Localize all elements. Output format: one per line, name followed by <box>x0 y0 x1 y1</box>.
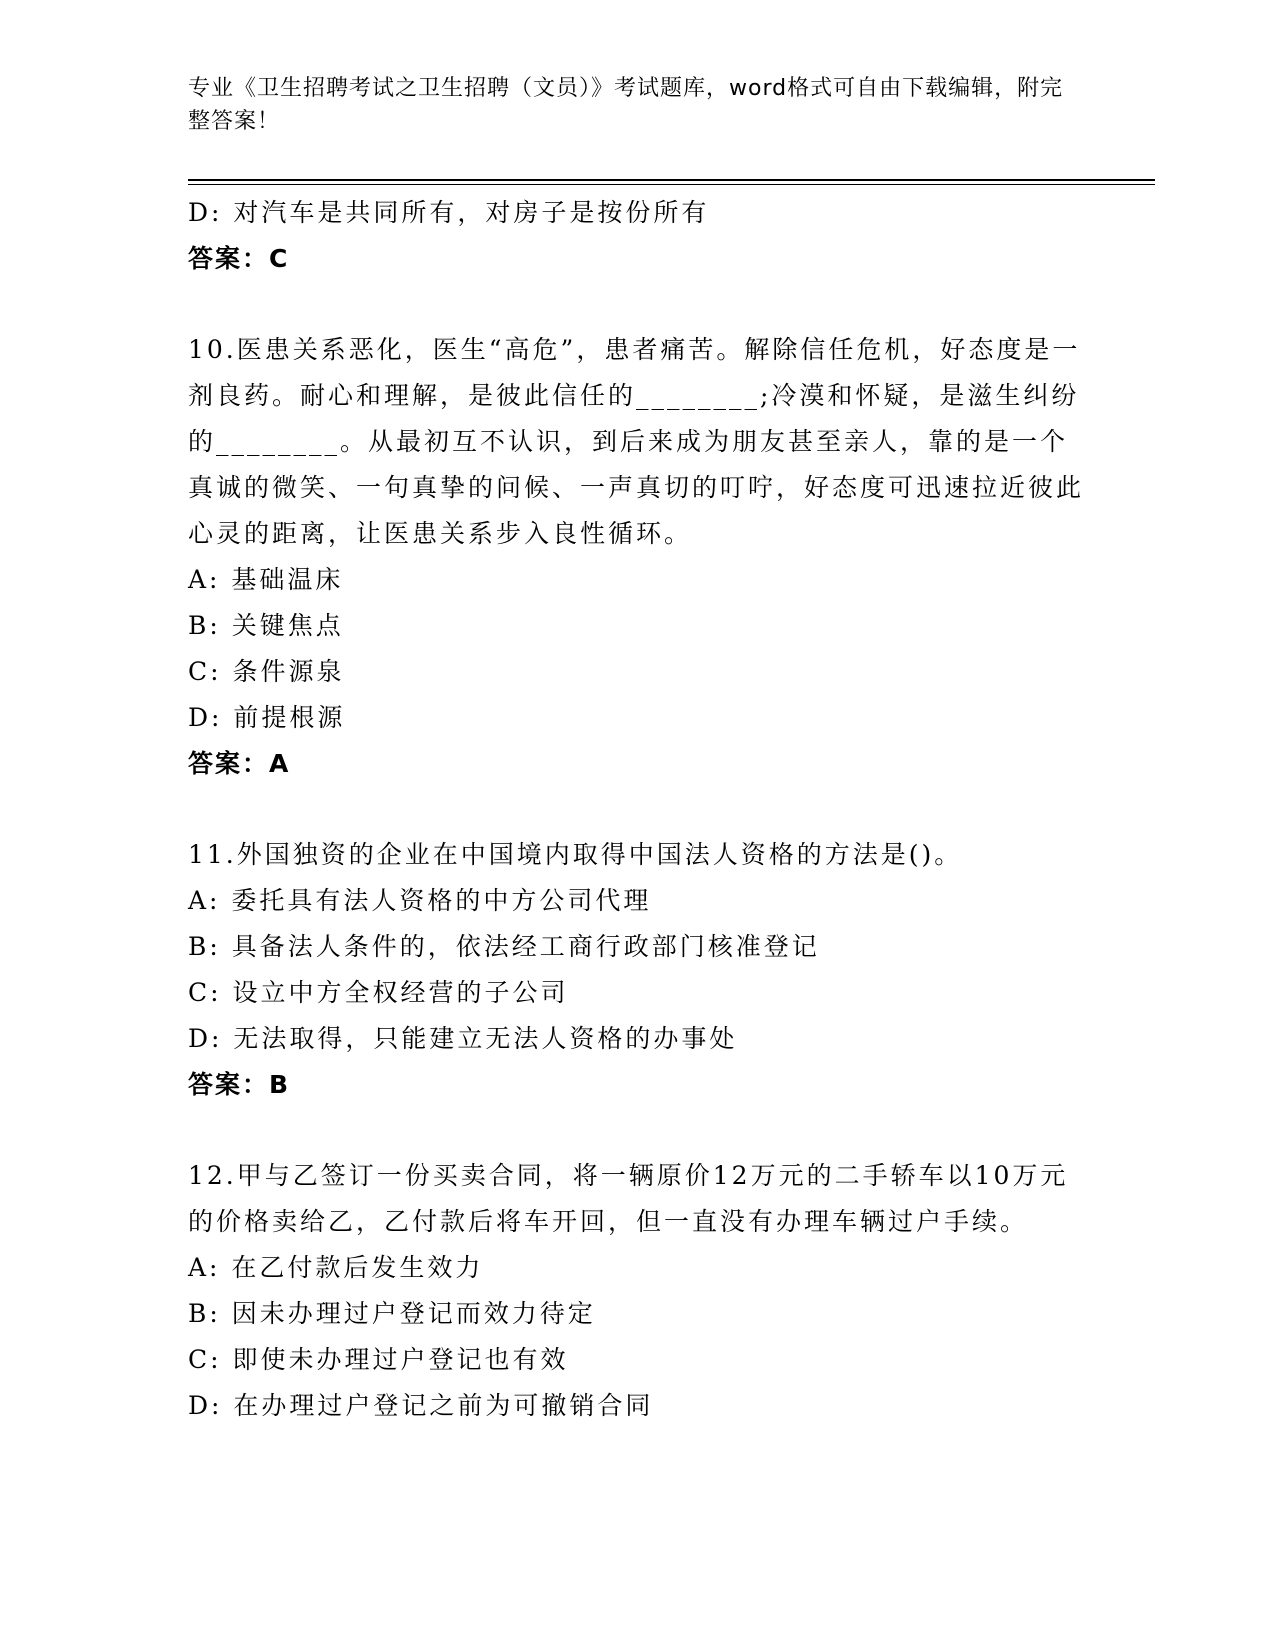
question-11-answer: 答案：B <box>188 1070 291 1099</box>
question-10-option-c: C: 条件源泉 <box>188 657 345 686</box>
spacer <box>188 1108 1088 1153</box>
spacer <box>188 282 1088 327</box>
question-12-option-b: B: 因未办理过户登记而效力待定 <box>188 1299 596 1328</box>
question-11-option-c: C: 设立中方全权经营的子公司 <box>188 978 569 1007</box>
question-12-option-d: D: 在办理过户登记之前为可撤销合同 <box>188 1391 654 1420</box>
question-10-option-b: B: 关键焦点 <box>188 611 344 640</box>
question-11-option-d: D: 无法取得，只能建立无法人资格的办事处 <box>188 1024 738 1053</box>
header-rule <box>188 179 1155 181</box>
question-10-text: 10.医患关系恶化，医生“高危”，患者痛苦。解除信任危机，好态度是一剂良药。耐心和理解，是彼此信任的________;冷漠和怀疑，是滋生纠纷的________。从最初互不认识，到后来成为朋友甚至亲人，靠的是一个真诚的微笑、一句真挚的问候、一声真切的叮咛，好态度可迅速拉近彼此心灵的距离，让医患关系步入良性循环。 <box>188 335 1085 548</box>
question-11-option-a: A: 委托具有法人资格的中方公司代理 <box>188 886 652 915</box>
prev-question-option-d: D: 对汽车是共同所有，对房子是按份所有 <box>188 198 710 227</box>
question-10-option-d: D: 前提根源 <box>188 703 346 732</box>
spacer <box>188 787 1088 832</box>
prev-question-answer: 答案：C <box>188 244 290 273</box>
question-10-answer: 答案：A <box>188 749 291 778</box>
question-12-text: 12.甲与乙签订一份买卖合同，将一辆原价12万元的二手轿车以10万元的价格卖给乙，乙付款后将车开回，但一直没有办理车辆过户手续。 <box>188 1161 1069 1236</box>
question-12-option-a: A: 在乙付款后发生效力 <box>188 1253 484 1282</box>
document-body <box>188 190 1088 1429</box>
question-11-option-b: B: 具备法人条件的，依法经工商行政部门核准登记 <box>188 932 820 961</box>
question-11-text: 11.外国独资的企业在中国境内取得中国法人资格的方法是()。 <box>188 840 963 869</box>
question-10-option-a: A: 基础温床 <box>188 565 344 594</box>
question-12-option-c: C: 即使未办理过户登记也有效 <box>188 1345 569 1374</box>
header-rule-thin <box>188 184 1155 185</box>
document-header: 专业《卫生招聘考试之卫生招聘（文员）》考试题库，word格式可自由下载编辑，附完整答案！ <box>188 76 1064 134</box>
